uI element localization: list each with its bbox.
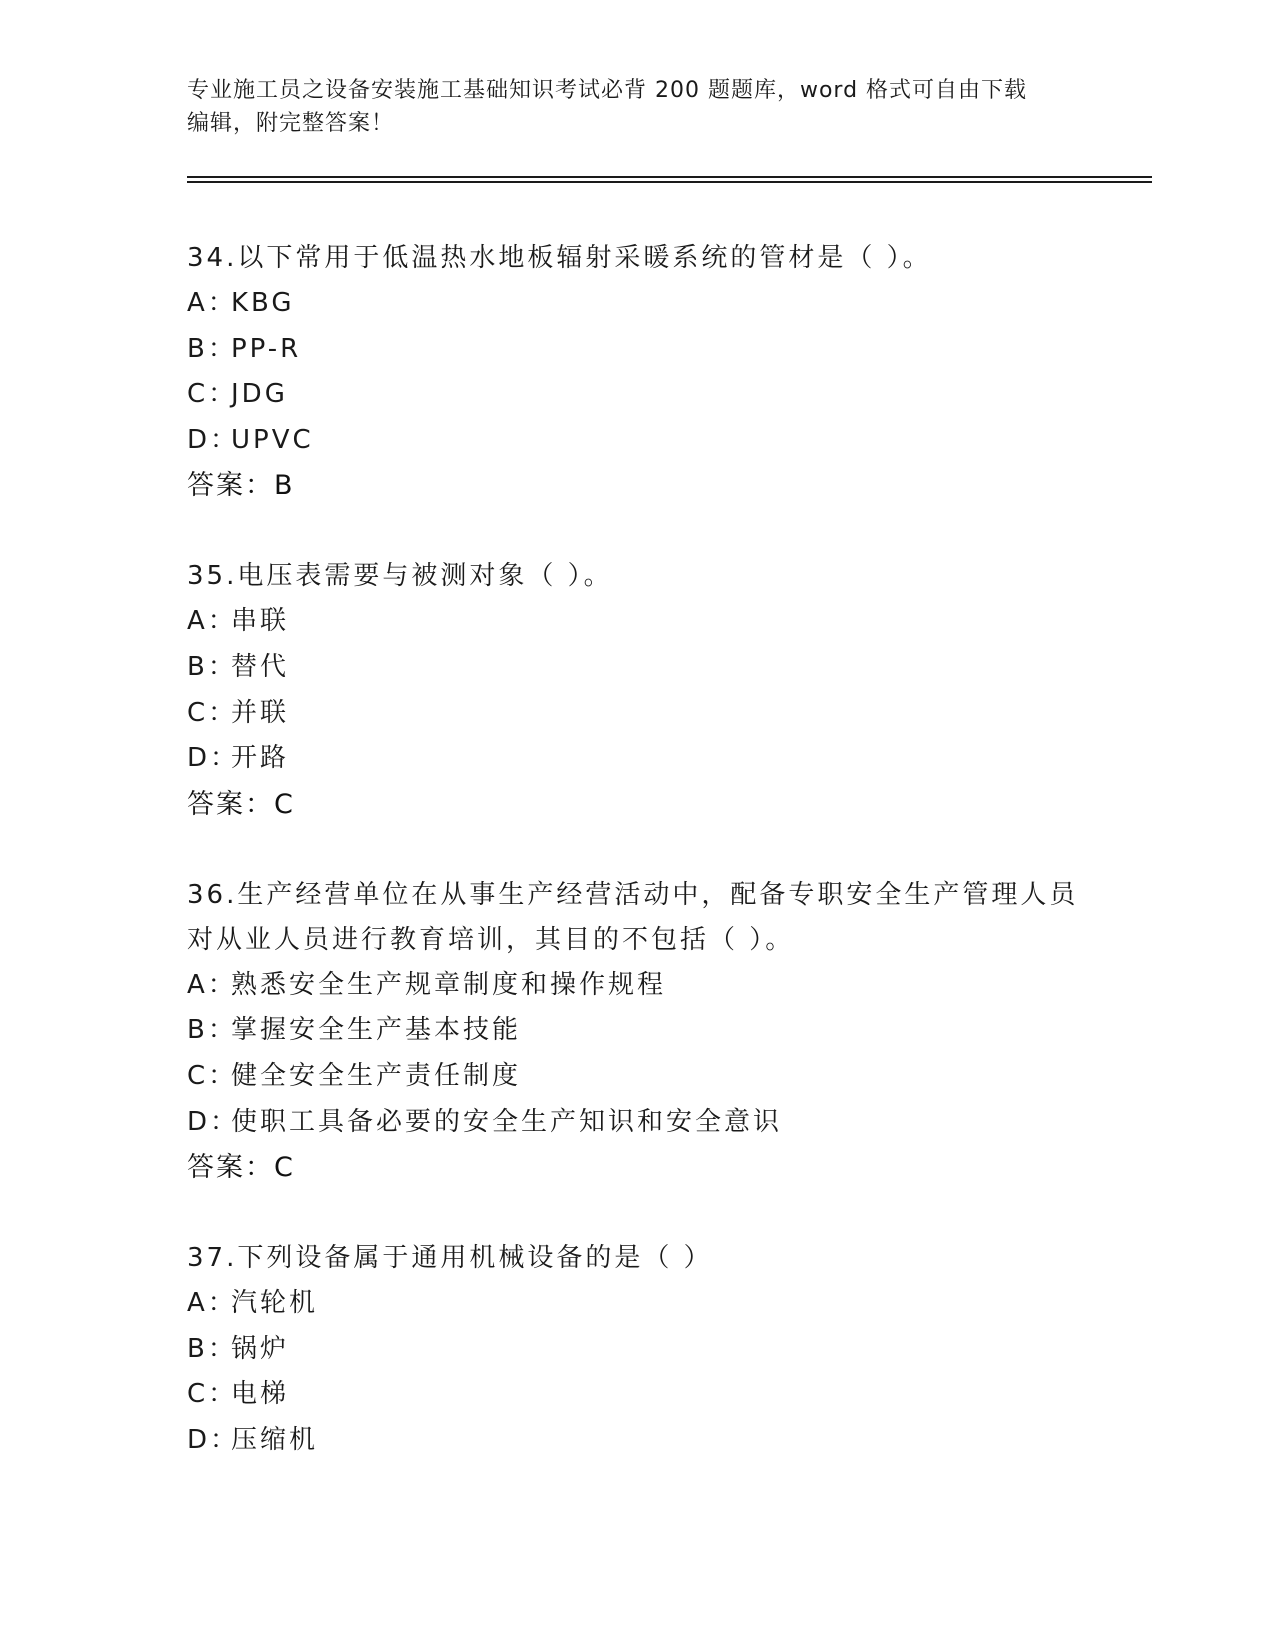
option-d (187, 418, 1087, 464)
answer-line (187, 463, 1087, 508)
option-b (187, 645, 1087, 691)
answer-label: 答案： (187, 1152, 274, 1184)
answer-line (187, 782, 1087, 827)
option-text: PP-R (231, 333, 302, 364)
option-b (187, 1327, 1087, 1373)
option-d (187, 1418, 1087, 1464)
option-key: A： (187, 606, 237, 637)
option-key: D： (187, 1106, 240, 1137)
option-text: 替代 (231, 651, 290, 682)
question-35 (187, 554, 1087, 826)
question-stem: 34.以下常用于低温热水地板辐射采暖系统的管材是（ ）。 (187, 243, 932, 273)
header-line-1: 专业施工员之设备安装施工基础知识考试必背 200 题题库，word 格式可自由下载 (187, 78, 1028, 103)
option-a (187, 599, 1087, 645)
question-stem-line-1: 36.生产经营单位在从事生产经营活动中，配备专职安全生产管理人员 (187, 879, 1079, 910)
option-text: 串联 (231, 606, 290, 637)
option-c (187, 691, 1087, 737)
option-key: D： (187, 424, 240, 455)
option-key: B： (187, 333, 237, 364)
option-key: B： (187, 1015, 237, 1046)
option-text: 并联 (231, 697, 290, 728)
option-text: UPVC (231, 424, 314, 455)
question-spacer (187, 1190, 1087, 1236)
question-stem: 35.电压表需要与被测对象（ ）。 (187, 561, 613, 592)
question-34 (187, 236, 1087, 508)
option-b (187, 1008, 1087, 1054)
option-key: D： (187, 1424, 240, 1455)
option-text: 使职工具备必要的安全生产知识和安全意识 (231, 1106, 783, 1137)
question-stem-line-2: 对从业人员进行教育培训，其目的不包括（ ）。 (187, 924, 795, 955)
option-key: A： (187, 288, 237, 318)
option-text: 电梯 (231, 1379, 290, 1410)
option-text: KBG (231, 288, 295, 318)
option-key: C： (187, 379, 238, 410)
option-key: B： (187, 1333, 237, 1364)
option-text: 压缩机 (231, 1424, 319, 1455)
answer-value: C (274, 788, 295, 820)
option-key: C： (187, 1379, 238, 1410)
option-a (187, 281, 1087, 327)
option-text: 锅炉 (231, 1333, 290, 1364)
question-36 (187, 873, 1087, 1190)
option-key: C： (187, 697, 238, 728)
option-d (187, 736, 1087, 782)
document-header (187, 74, 1067, 140)
answer-label: 答案： (187, 788, 274, 820)
option-key: A： (187, 969, 237, 1000)
answer-line (187, 1145, 1087, 1190)
answer-value: C (274, 1152, 295, 1184)
option-text: 掌握安全生产基本技能 (231, 1015, 522, 1046)
question-list (187, 236, 1087, 1464)
question-stem: 37.下列设备属于通用机械设备的是（ ） (187, 1243, 713, 1274)
option-key: B： (187, 651, 237, 682)
option-a (187, 963, 1087, 1009)
header-line-2: 编辑，附完整答案！ (187, 111, 395, 136)
answer-label: 答案： (187, 470, 274, 502)
option-text: 健全安全生产责任制度 (231, 1060, 522, 1091)
question-spacer (187, 827, 1087, 873)
question-37 (187, 1236, 1087, 1463)
option-key: A： (187, 1288, 237, 1319)
option-c (187, 1372, 1087, 1418)
option-b (187, 327, 1087, 373)
header-divider-bottom (187, 181, 1152, 183)
option-key: C： (187, 1060, 238, 1091)
option-text: 汽轮机 (231, 1288, 319, 1319)
question-spacer (187, 508, 1087, 554)
option-d (187, 1100, 1087, 1146)
option-c (187, 372, 1087, 418)
answer-value: B (274, 470, 295, 502)
option-text: JDG (231, 379, 288, 410)
option-text: 熟悉安全生产规章制度和操作规程 (231, 969, 667, 1000)
option-text: 开路 (231, 743, 290, 774)
header-divider-top (187, 176, 1152, 178)
option-a (187, 1281, 1087, 1327)
option-c (187, 1054, 1087, 1100)
option-key: D： (187, 743, 240, 774)
